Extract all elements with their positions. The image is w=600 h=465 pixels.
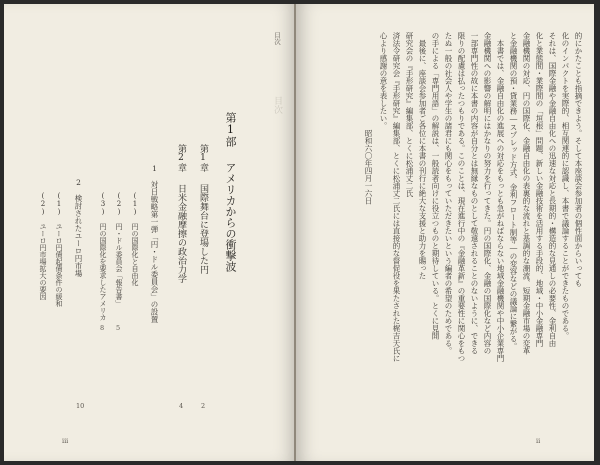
folio: ii (536, 437, 541, 445)
body-column: たぬ一般の社会人や学生の諸君にも関心をもっていただきたいという編者の希望のためである。 (444, 32, 453, 355)
chapter1-label: 第1章 (198, 144, 208, 172)
body-column: と金融機関の預・貸業務―スプレッド方式、金利フロート制等―の変容などの議論に繋がる。 (509, 32, 518, 350)
body-column: 的にかたことも指摘できよう。そして本座談会参加者の個性面からいっても (574, 32, 583, 287)
body-column: 化と業態間・業際間の「垣根」問題、新しい金融技術を活用する手段的、地域・中小金融専門 (535, 32, 544, 347)
chapter2-label: 第2章 (176, 144, 186, 172)
toc-item: (1) 円の国際化と自由化 (131, 192, 139, 286)
toc-item: (3) 円の国際化を要求したアメリカ (99, 192, 107, 321)
part-label: 第1部 (224, 112, 237, 147)
toc-section-1: 1 対日戦略第一弾「円・ドル委員会」の設置 (150, 164, 159, 323)
right-page (296, 4, 594, 461)
body-column: 済法令研究会『手形研究』編集部、とくに松浦丈二氏には直接的な督促役を果たされた梶吉天氏に (392, 32, 401, 362)
body-column: それは、国際金融や金融自由化への迅速な対応と長期的・構造的な見通しの必要性、金利自由 (548, 32, 557, 347)
chapter1-page: 2 (201, 402, 206, 410)
toc-item: (2) ユーロ円市場拡大の要因 (39, 192, 47, 300)
part-title: アメリカからの衝撃波 (224, 162, 237, 272)
body-column: 限りの配慮は払ったつもりである。このことは、現在進行中の『金融革新』の重要性に関心をもつ (457, 32, 466, 362)
toc-item-page: 8 (100, 324, 105, 332)
left-page (4, 4, 296, 461)
body-column: 金融機関の対応、円の国際化、金融自由化の表裏的な流れと基調的な潮流、短期金融市場の変革 (522, 32, 531, 355)
toc-item: (2) 円・ドル委員会「報告書」 (115, 192, 123, 307)
toc-section-2: 2 検討されたユーロ円市場 (74, 178, 83, 277)
folio: iii (62, 437, 69, 445)
toc-item-page: 5 (116, 324, 121, 332)
body-column: 心より感謝の意を表したい。 (379, 32, 388, 130)
body-column: 一部専門性の故に本書の内容が自分とは無縁なものとして敬遠されることのないように、できる (470, 32, 479, 355)
body-column: 最後に、座談会参加者ご各位に本書の刊行に絶大な支援と助力を賜った (418, 32, 427, 280)
body-column: 金融機関への影響の解明にはかなりの努力を行ってきた。円の国際化、金融の国際化など内容の (483, 32, 492, 355)
running-head: 目次 (273, 32, 281, 45)
toc-section-2-page: 10 (76, 402, 85, 410)
date-line: 昭和六〇年四月一六日 (364, 32, 373, 205)
body-column: の手による「専門用語」の解説は、一般読者向けに役立つものと期待している。とくに見開 (431, 32, 440, 340)
body-column: 化のインパクトを実際的、相互関連的に認識し、本書で議論することができたものである。 (561, 32, 570, 340)
toc-item: (1) ユーロ円債起債条件の緩和 (55, 192, 63, 307)
chapter2-page: 4 (179, 402, 184, 410)
body-column: 研究会の『手形研究』編集部、とくに松浦丈二氏 (405, 32, 414, 197)
show-through-text: 目次 (272, 96, 282, 114)
body-column: 本書では、金融自由化の進展への対応をもっとも急がねばならない地域金融機関や中小企業専門 (496, 32, 505, 362)
chapter2-title: 日米金融摩擦の政治力学 (176, 184, 186, 283)
chapter1-title: 国際舞台に登場した円 (198, 184, 208, 274)
